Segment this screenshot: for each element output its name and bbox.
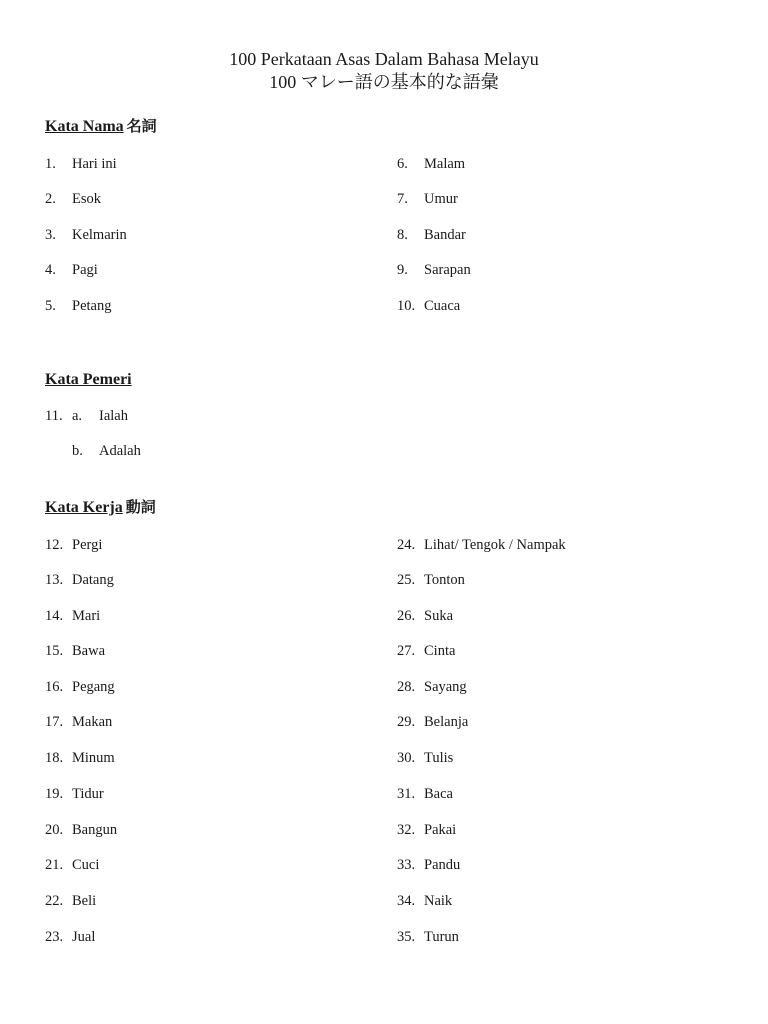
list-item bbox=[45, 407, 128, 425]
item-word: Ialah bbox=[99, 408, 128, 424]
list-item bbox=[397, 155, 465, 173]
list-item bbox=[45, 856, 99, 874]
item-word: Sarapan bbox=[424, 262, 471, 278]
heading-kata-kerja bbox=[45, 497, 156, 518]
item-number: 4. bbox=[45, 262, 56, 278]
item-word: Cuci bbox=[72, 857, 100, 873]
item-number: 20. bbox=[45, 822, 64, 838]
item-word: Datang bbox=[72, 572, 114, 588]
item-number: 16. bbox=[45, 679, 64, 695]
item-number: 9. bbox=[397, 262, 408, 278]
item-number: 1. bbox=[45, 156, 56, 172]
list-item bbox=[397, 713, 468, 731]
item-number: 34. bbox=[397, 893, 416, 909]
item-number: 28. bbox=[397, 679, 416, 695]
list-item bbox=[45, 536, 102, 554]
list-item bbox=[397, 749, 453, 767]
item-word: Malam bbox=[424, 156, 466, 172]
list-item bbox=[45, 892, 96, 910]
document-subtitle: 100 マレー語の基本的な語彙 bbox=[269, 72, 499, 92]
item-number: 31. bbox=[397, 786, 416, 802]
list-item bbox=[45, 821, 117, 839]
item-number: 2. bbox=[45, 191, 56, 207]
list-item bbox=[397, 678, 467, 696]
item-number: 24. bbox=[397, 537, 416, 553]
list-item bbox=[45, 571, 114, 589]
item-word: Makan bbox=[72, 714, 113, 730]
heading-kata-nama-jp: 名詞 bbox=[126, 117, 157, 135]
item-word: Pergi bbox=[72, 537, 103, 553]
item-word: Jual bbox=[72, 929, 96, 945]
list-item bbox=[397, 642, 455, 660]
heading-kata-kerja-jp: 動詞 bbox=[125, 498, 156, 516]
item-word: Bawa bbox=[72, 643, 106, 659]
list-item bbox=[45, 226, 127, 244]
item-number: 25. bbox=[397, 572, 416, 588]
list-item bbox=[397, 536, 566, 554]
item-number: 14. bbox=[45, 608, 64, 624]
item-letter: b. bbox=[72, 443, 83, 459]
item-word: Bandar bbox=[424, 227, 466, 243]
item-word: Pandu bbox=[424, 857, 461, 873]
list-item bbox=[45, 678, 115, 696]
document-title: 100 Perkataan Asas Dalam Bahasa Melayu bbox=[229, 49, 539, 69]
item-number: 13. bbox=[45, 572, 64, 588]
heading-kata-pemeri-text: Kata Pemeri bbox=[45, 371, 132, 388]
list-item bbox=[397, 785, 453, 803]
item-letter: a. bbox=[72, 408, 83, 424]
list-item bbox=[397, 226, 466, 244]
item-number: 15. bbox=[45, 643, 64, 659]
item-word: Pegang bbox=[72, 679, 115, 695]
list-item bbox=[397, 571, 465, 589]
list-item bbox=[45, 749, 115, 767]
item-number: 27. bbox=[397, 643, 416, 659]
item-word: Adalah bbox=[99, 443, 141, 459]
item-number: 5. bbox=[45, 298, 56, 314]
item-word: Lihat/ Tengok / Nampak bbox=[424, 537, 566, 553]
item-word: Naik bbox=[424, 893, 453, 909]
item-number: 8. bbox=[397, 227, 408, 243]
list-item bbox=[45, 297, 111, 315]
item-word: Kelmarin bbox=[72, 227, 127, 243]
item-word: Tulis bbox=[424, 750, 454, 766]
heading-kata-nama-text: Kata Nama bbox=[45, 118, 124, 135]
item-number: 6. bbox=[397, 156, 408, 172]
list-item bbox=[45, 642, 105, 660]
list-item bbox=[397, 607, 453, 625]
item-number: 11. bbox=[45, 408, 63, 424]
list-item bbox=[397, 821, 456, 839]
heading-kata-pemeri bbox=[45, 370, 132, 390]
item-number: 35. bbox=[397, 929, 416, 945]
item-word: Esok bbox=[72, 191, 101, 207]
item-word: Hari ini bbox=[72, 156, 117, 172]
item-word: Minum bbox=[72, 750, 115, 766]
item-number: 30. bbox=[397, 750, 416, 766]
item-number: 22. bbox=[45, 893, 64, 909]
item-number: 12. bbox=[45, 537, 64, 553]
item-number: 17. bbox=[45, 714, 64, 730]
item-word: Sayang bbox=[424, 679, 467, 695]
item-number: 33. bbox=[397, 857, 416, 873]
item-number: 26. bbox=[397, 608, 416, 624]
item-word: Cinta bbox=[424, 643, 456, 659]
item-number: 18. bbox=[45, 750, 64, 766]
item-number: 10. bbox=[397, 298, 416, 314]
item-number: 3. bbox=[45, 227, 56, 243]
item-number: 23. bbox=[45, 929, 64, 945]
item-word: Cuaca bbox=[424, 298, 461, 314]
list-item bbox=[397, 892, 452, 910]
item-word: Beli bbox=[72, 893, 97, 909]
item-word: Tonton bbox=[424, 572, 465, 588]
list-item bbox=[45, 607, 100, 625]
item-number: 19. bbox=[45, 786, 64, 802]
list-item bbox=[45, 713, 112, 731]
list-item bbox=[45, 785, 104, 803]
list-item bbox=[397, 190, 458, 208]
item-word: Turun bbox=[424, 929, 459, 945]
list-item bbox=[397, 856, 460, 874]
item-word: Tidur bbox=[72, 786, 104, 802]
heading-kata-kerja-text: Kata Kerja bbox=[45, 499, 123, 516]
item-word: Petang bbox=[72, 298, 112, 314]
item-number: 7. bbox=[397, 191, 408, 207]
item-number: 29. bbox=[397, 714, 416, 730]
item-word: Belanja bbox=[424, 714, 469, 730]
list-item bbox=[45, 928, 95, 946]
list-item bbox=[45, 261, 98, 279]
list-item bbox=[397, 297, 460, 315]
list-item bbox=[397, 261, 471, 279]
item-word: Suka bbox=[424, 608, 453, 624]
item-word: Umur bbox=[424, 191, 458, 207]
list-item bbox=[397, 928, 459, 946]
item-word: Pagi bbox=[72, 262, 98, 278]
heading-kata-nama bbox=[45, 116, 157, 137]
item-number: 21. bbox=[45, 857, 64, 873]
list-item bbox=[72, 442, 141, 460]
item-word: Pakai bbox=[424, 822, 457, 838]
item-word: Bangun bbox=[72, 822, 118, 838]
list-item bbox=[45, 155, 117, 173]
item-number: 32. bbox=[397, 822, 416, 838]
list-item bbox=[45, 190, 101, 208]
item-word: Mari bbox=[72, 608, 101, 624]
item-word: Baca bbox=[424, 786, 453, 802]
